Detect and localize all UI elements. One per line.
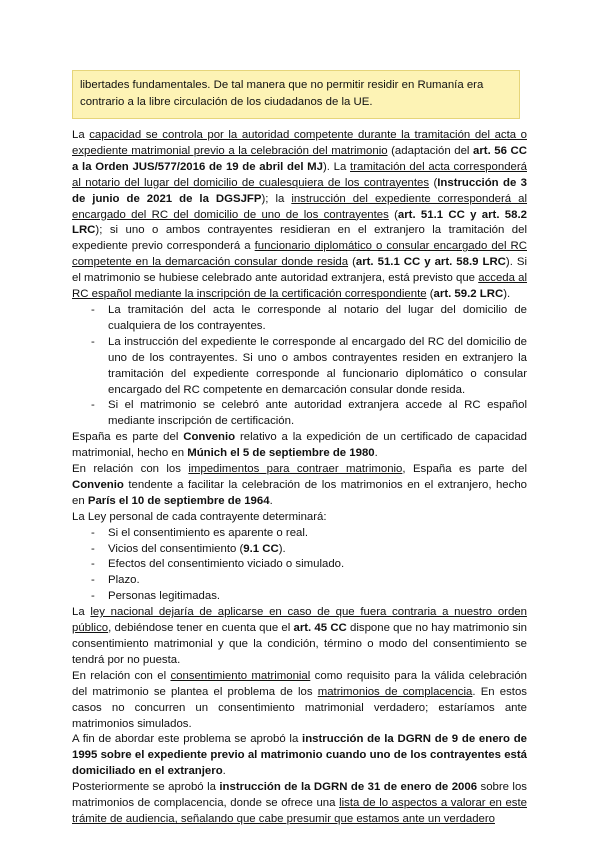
list-item: - Si el matrimonio se celebró ante autoridad extranjera accede al RC español mediante inscripción de certificación.	[108, 398, 527, 430]
paragraph-orden-publico: La ley nacional dejaría de aplicarse en caso de que fuera contraria a nuestro orden público, debiéndose tener en cuenta que el art. 45 CC dispone que no hay matrimonio sin consentimiento matrimonial y que la condición, término o modo del consentimiento se tendrá por no puesta.	[72, 606, 527, 666]
paragraph-convenio-munich: España es parte del Convenio relativo a la expedición de un certificado de capacidad matrimonial, hecho en Múnich el 5 de septiembre de 1980.	[72, 431, 527, 460]
highlighted-note	[72, 70, 520, 119]
list-item: - Personas legitimadas.	[108, 589, 527, 605]
paragraph-impedimentos: En relación con los impedimentos para contraer matrimonio, España es parte del Convenio tendente a facilitar la celebración de los matrimonios en el extranjero, hecho en París el 10 de septiembre de 1964.	[72, 463, 527, 507]
paragraph-ley-personal: La Ley personal de cada contrayente determinará:	[72, 510, 327, 523]
paragraph-consentimiento: En relación con el consentimiento matrimonial como requisito para la válida celebración del matrimonio se plantea el problema de los matrimonios de complacencia. En estos casos no concurren un consentimiento matrimonial verdadero; estaríamos ante matrimonios simulados.	[72, 669, 528, 730]
note-text: libertades fundamentales. De tal manera que no permitir residir en Rumanía era contrario a la libre circulación de los ciudadanos de la UE.	[80, 79, 484, 108]
paragraph-capacidad: La capacidad se controla por la autoridad competente durante la tramitación del acta o expediente matrimonial previo a la celebración del matrimonio (adaptación del art. 56 CC a la Orden JUS/577/2016 de 19 de abril del MJ). La tramitación del acta corresponderá al notario del lugar del domicilio de cualesquiera de los contrayentes (Instrucción de 3 de junio de 2021 de la DGSJFP); la instrucción del expediente corresponderá al encargado del RC del domicilio de uno de los contrayentes (art. 51.1 CC y art. 58.2 LRC); si uno o ambos contrayentes residieran en el extranjero la tramitación del expediente previo corresponderá a funcionario diplomático o consular encargado del RC competente en la demarcación consular donde resida (art. 51.1 CC y art. 58.9 LRC). Si el matrimonio se hubiese celebrado ante autoridad extranjera, está previsto que acceda al RC español mediante la inscripción de la certificación correspondiente (art. 59.2 LRC).	[72, 129, 528, 301]
document-body	[72, 128, 527, 828]
list-item: - La tramitación del acta le corresponde al notario del lugar del domicilio de cualquiera de los contrayentes.	[108, 303, 527, 335]
list-item: - La instrucción del expediente le corresponde al encargado del RC del domicilio de uno de los contrayentes. Si uno o ambos contrayentes residen en extranjero la tramitación del expediente corresponde al funcionario diplomático o consular encargado del RC competente en demarcación consular donde resida.	[108, 335, 527, 399]
paragraph-instruccion-2006: Posteriormente se aprobó la instrucción de la DGRN de 31 de enero de 2006 sobre los matrimonios de complacencia, donde se ofrece una lista de lo aspectos a valorar en este trámite de audiencia, señalando que cabe presumir que estamos ante un verdadero	[72, 781, 527, 825]
list-item: - Si el consentimiento es aparente o real.	[108, 526, 527, 542]
tramitacion-list	[72, 303, 527, 430]
ley-personal-list	[72, 526, 527, 606]
paragraph-instruccion-1995: A fin de abordar este problema se aprobó la instrucción de la DGRN de 9 de enero de 1995 sobre el expediente previo al matrimonio cuando uno de los contrayentes está domiciliado en el extranjero.	[72, 733, 527, 778]
list-item: - Vicios del consentimiento (9.1 CC).	[108, 542, 527, 558]
list-item: - Plazo.	[108, 573, 527, 589]
list-item: - Efectos del consentimiento viciado o simulado.	[108, 557, 527, 573]
